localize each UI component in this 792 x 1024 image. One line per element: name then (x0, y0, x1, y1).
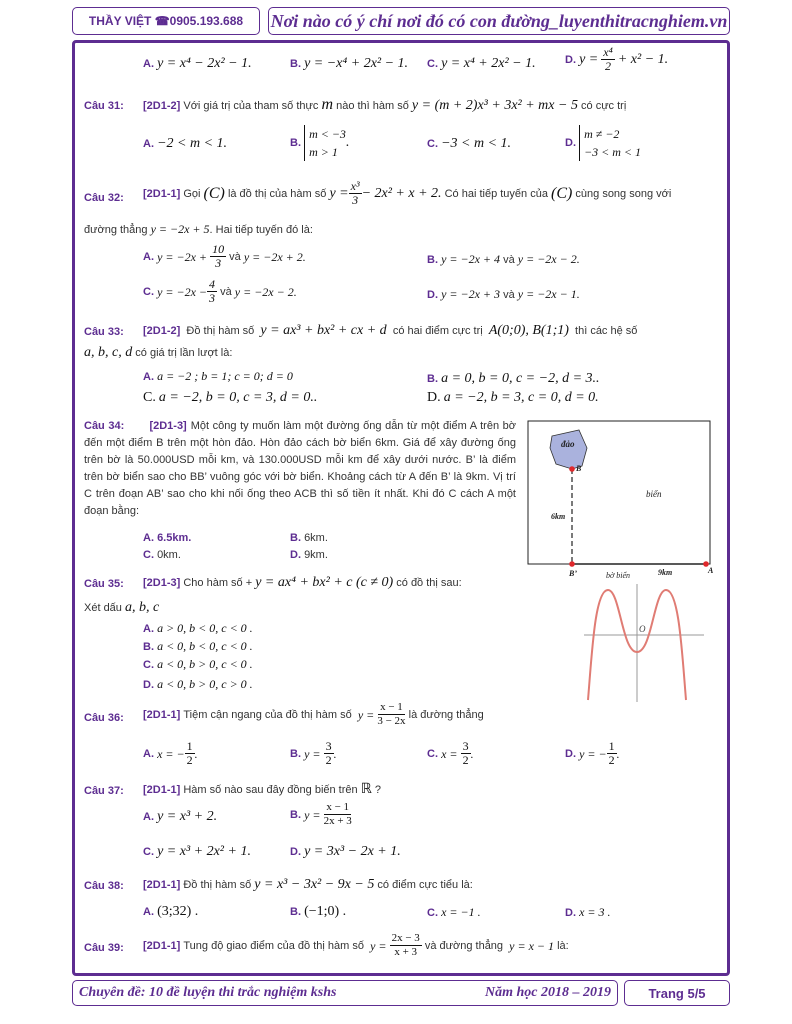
q31-stem: [2D1-2] Với giá trị của tham số thực m nào thì hàm số y = (m + 2)x³ + 3x² + mx − 5 có cực trị (143, 96, 627, 113)
label-sea: biển (646, 489, 662, 499)
q33-option-a: A. a = −2 ; b = 1; c = 0; d = 0 (143, 369, 293, 383)
q37-option-d: D. y = 3x³ − 2x + 1. (290, 844, 401, 859)
q35-number: Câu 35: (84, 578, 124, 590)
q36-number: Câu 36: (84, 712, 124, 724)
q34-option-a: A. 6.5km. (143, 532, 192, 544)
q37-option-a: A. y = x³ + 2. (143, 809, 218, 824)
q32-option-b: B. y = −2x + 4 và y = −2x − 2. (427, 252, 580, 266)
q33-option-d: D. a = −2, b = 3, c = 0, d = 0. (427, 390, 599, 405)
q39-stem: [2D1-1] Tung độ giao điểm của đồ thị hàm số y = $\frac{2x - 3}{x + 3}$ và đường thẳng y = x − 1 là: (143, 932, 569, 958)
q31-option-a: A. −2 < m < 1. (143, 136, 228, 151)
q33-stem-line2: a, b, c, d có giá trị lần lượt là: (84, 345, 233, 360)
q34-figure (524, 418, 716, 580)
q31-option-c: C. −3 < m < 1. (427, 136, 512, 151)
q32-stem-line2: đường thẳng y = −2x + 5. Hai tiếp tuyến đó là: (84, 222, 313, 236)
q31-option-d: D. m ≠ −2 −3 < m < 1 (565, 127, 642, 159)
footer-topic-text: Chuyên đề: 10 đề luyện thi trắc nghiệm kshs (79, 985, 337, 1000)
q34-option-b: B. 6km. (290, 532, 328, 544)
q30-option-a: A. y = x⁴ − 2x² − 1. (143, 56, 252, 71)
q35-option-a: A. a > 0, b < 0, c < 0 . (143, 621, 253, 635)
q35-graph (578, 582, 708, 704)
q34-stem: Câu 34: [2D1-3] Một công ty muốn làm một đường ống dẫn từ một điểm A trên bờ đến một điểm B trên một hòn đảo. Hòn đảo cách bờ biển 6km. Giá để xây đường ống trên bờ là 50.000USD mỗi km, và 130.000USD mỗi km để xây dưới nước. B’ là điểm trên bờ biển sao cho BB’ vuông góc với bờ biển. Khoảng cách từ A đến B’ là 9km. Vị trí C trên đoạn AB’ sao cho khi nối ống theo ACB thì số tiền ít nhất. Khi đó C cách A một đoạn bằng: (84, 420, 516, 517)
q34-option-c: C. 0km. (143, 549, 181, 561)
q32-stem: [2D1-1] Gọi (C) là đồ thị của hàm số y = $\frac{\text{x³}}{3}$ − 2x² + x + 2. Có hai tiếp tuyến của (C) cùng song song với (143, 179, 672, 207)
q31-number: Câu 31: (84, 100, 124, 112)
q33-number: Câu 33: (84, 326, 124, 338)
q38-option-a: A. (3;32) . (143, 904, 199, 919)
origin-label: O (639, 624, 646, 634)
q38-option-d: D. x = 3 . (565, 905, 611, 919)
q38-number: Câu 38: (84, 880, 124, 892)
label-b: B (576, 464, 582, 473)
q37-stem: [2D1-1] Hàm số nào sau đây đồng biến trên ℝ ? (143, 782, 381, 797)
q36-stem: [2D1-1] Tiệm cận ngang của đồ thị hàm số y = $\frac{x - 1}{3 - 2x}$ là đường thẳng (143, 701, 484, 727)
label-b-prime: B’ (569, 569, 577, 578)
q36-option-b: B. y = $\frac{3}{2}$ . (290, 739, 337, 767)
q33-option-b: B. a = 0, b = 0, c = −2, d = 3.. (427, 371, 600, 386)
q35-stem-line2: Xét dấu a, b, c (84, 600, 160, 615)
q38-stem: [2D1-1] Đồ thị hàm số y = x³ − 3x² − 9x − 5 có điểm cực tiểu là: (143, 877, 473, 892)
q30-option-b: B. y = −x⁴ + 2x² − 1. (290, 56, 409, 71)
q36-option-c: C. x = $\frac{3}{2}$ . (427, 739, 474, 767)
q38-option-b: B. (−1;0) . (290, 904, 347, 919)
q36-option-d: D. y = − $\frac{1}{2}$ . (565, 739, 620, 767)
point-b-prime (569, 561, 575, 567)
q35-option-c: C. a < 0, b > 0, c < 0 . (143, 657, 253, 671)
q36-option-a: A. x = − $\frac{1}{2}$ . (143, 739, 198, 767)
q37-number: Câu 37: (84, 785, 124, 797)
label-9km: 9km (658, 568, 673, 577)
header-contact: THẦY VIỆT ☎0905.193.688 (72, 7, 260, 35)
q37-option-c: C. y = x³ + 2x² + 1. (143, 844, 251, 859)
point-b (569, 466, 575, 472)
q38-option-c: C. x = −1 . (427, 905, 481, 919)
label-shore: bờ biển (606, 571, 631, 580)
q39-number: Câu 39: (84, 942, 124, 954)
q32-number: Câu 32: (84, 192, 124, 204)
footer-page: Trang 5/5 (624, 980, 730, 1006)
label-6km: 6km (551, 512, 566, 521)
q33-stem: [2D1-2] Đồ thị hàm số y = ax³ + bx² + cx + d có hai điểm cực trị A(0;0), B(1;1) thì các hệ số (143, 323, 638, 338)
q32-option-d: D. y = −2x + 3 và y = −2x − 1. (427, 287, 580, 301)
island-shape (550, 430, 587, 469)
q32-option-c: C. y = −2x − $\frac{4}{3}$ và y = −2x − 2. (143, 277, 297, 305)
q35-option-b: B. a < 0, b < 0, c < 0 . (143, 639, 253, 653)
q31-option-b: B. m < −3 m > 1 . (290, 127, 350, 159)
q33-option-c: C. a = −2, b = 0, c = 3, d = 0.. (143, 390, 318, 405)
q37-option-b: B. y = $\frac{x - 1}{2x + 3}$ (290, 801, 352, 827)
island-label: đảo (561, 439, 575, 449)
label-a: A (708, 566, 714, 575)
q34-option-d: D. 9km. (290, 549, 328, 561)
q30-option-c: C. y = x⁴ + 2x² − 1. (427, 56, 536, 71)
q32-option-a: A. y = −2x + $\frac{10}{3}$ và y = −2x + 2. (143, 242, 306, 270)
q35-stem: [2D1-3] Cho hàm số + y = ax⁴ + bx² + c (c ≠ 0) có đồ thị sau: (143, 575, 462, 590)
q35-option-d: D. a < 0, b > 0, c > 0 . (143, 677, 253, 691)
footer-topic (72, 980, 618, 1006)
header-slogan: Nơi nào có ý chí nơi đó có con đường_luyenthitracnghiem.vn (268, 7, 730, 35)
q30-option-d: D. y = $\frac{\text{x⁴}}{2}$ + x² − 1. (565, 45, 669, 73)
footer-year: Năm học 2018 – 2019 (485, 985, 611, 1000)
